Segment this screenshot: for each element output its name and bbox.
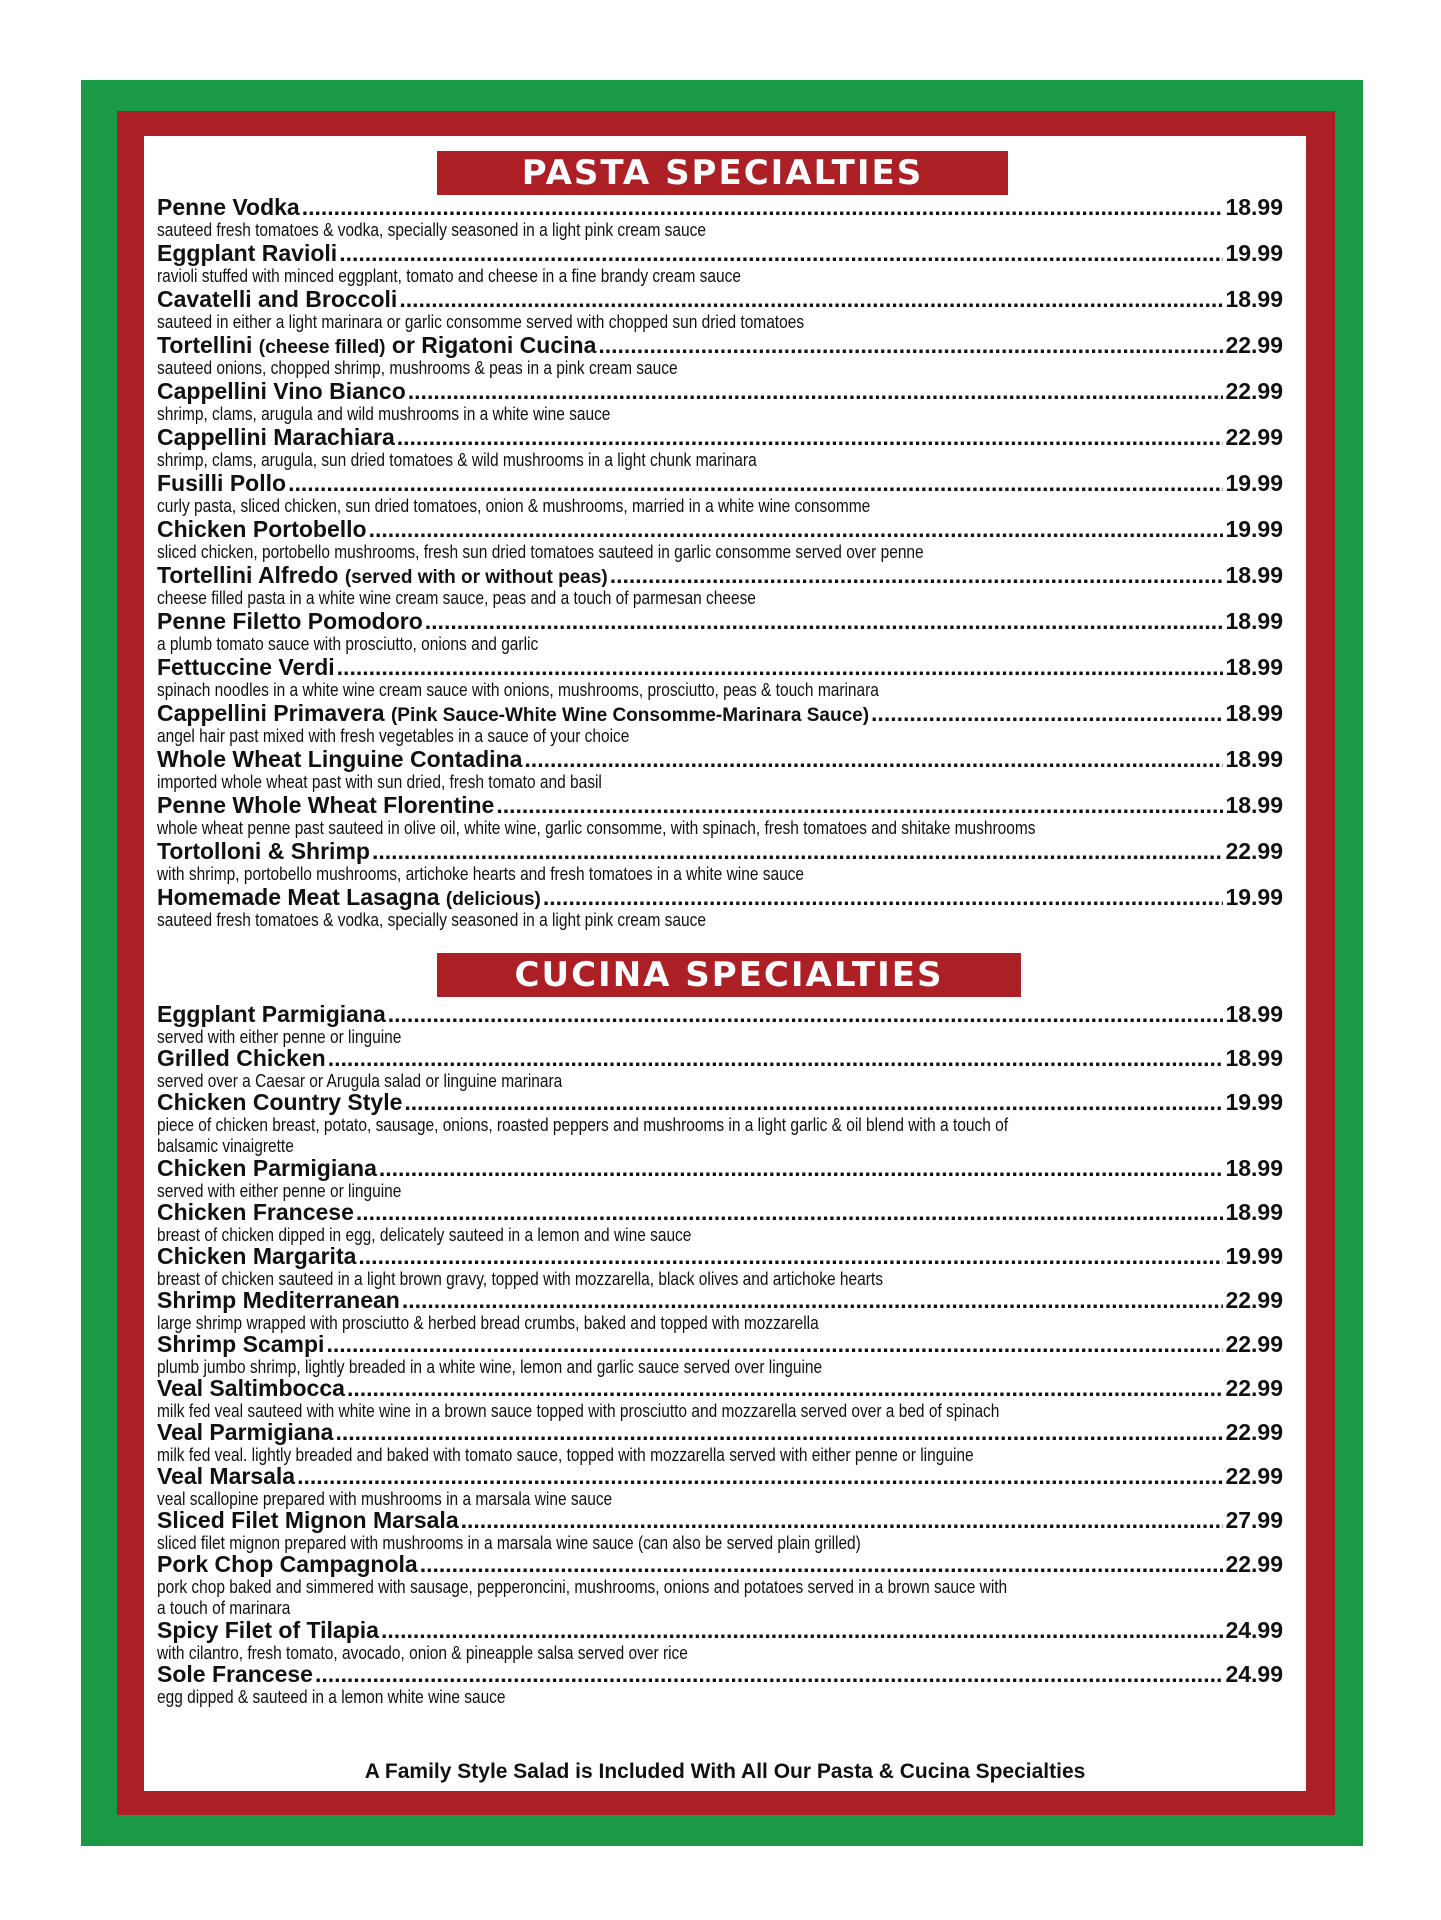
menu-item — [157, 1200, 1283, 1244]
item-name: Penne Filetto Pomodoro — [157, 608, 423, 634]
item-name: Shrimp Mediterranean — [157, 1287, 400, 1313]
item-name: Whole Wheat Linguine Contadina — [157, 746, 523, 772]
item-description: pork chop baked and simmered with sausage, pepperoncini, mushrooms, onions and potatoes served in a brown sauce with a touch of marinara — [157, 1577, 1008, 1618]
menu-item — [157, 1046, 1283, 1090]
cucina-section-title: CUCINA SPECIALTIES — [437, 953, 1021, 997]
dot-leader — [402, 1288, 1224, 1313]
dot-leader — [420, 1552, 1224, 1577]
item-price: 22.99 — [1225, 424, 1283, 450]
item-description: veal scallopine prepared with mushrooms in a marsala wine sauce — [157, 1489, 613, 1509]
item-description: with shrimp, portobello mushrooms, artichoke hearts and fresh tomatoes in a white wine sauce — [157, 864, 805, 884]
item-name: Chicken Country Style — [157, 1089, 403, 1115]
menu-item — [157, 1002, 1283, 1046]
item-name: Eggplant Parmigiana — [157, 1001, 386, 1027]
item-description: spinach noodles in a white wine cream sauce with onions, mushrooms, prosciutto, peas & touch marinara — [157, 680, 879, 700]
footer-note: A Family Style Salad is Included With All Our Pasta & Cucina Specialties — [364, 1760, 1086, 1783]
menu-item — [157, 1618, 1283, 1662]
menu-item — [157, 1552, 1283, 1618]
menu-item — [157, 885, 1283, 931]
item-description: served with either penne or linguine — [157, 1181, 402, 1201]
item-name: Veal Parmigiana — [157, 1419, 334, 1445]
item-description: milk fed veal sauteed with white wine in a brown sauce topped with prosciutto and mozzarella served over a bed of spinach — [157, 1401, 1000, 1421]
item-description: sauteed in either a light marinara or garlic consomme served with chopped sun dried tomatoes — [157, 312, 805, 332]
menu-item — [157, 701, 1283, 747]
item-name: Veal Marsala — [157, 1463, 296, 1489]
item-note: (Pink Sauce-White Wine Consomme-Marinara Sauce) — [390, 705, 870, 726]
item-price: 22.99 — [1225, 1463, 1283, 1489]
dot-leader — [326, 1332, 1223, 1357]
item-name: Cappellini Vino Bianco — [157, 378, 406, 404]
item-description: egg dipped & sauteed in a lemon white wine sauce — [157, 1687, 506, 1707]
item-name: Fusilli Pollo — [157, 470, 287, 496]
item-description: curly pasta, sliced chicken, sun dried tomatoes, onion & mushrooms, married in a white wine consomme — [157, 496, 871, 516]
item-description: piece of chicken breast, potato, sausage, onions, roasted peppers and mushrooms in a light garlic & oil blend with a touch of balsamic vinaigrette — [157, 1115, 1009, 1156]
item-description: served with either penne or linguine — [157, 1027, 402, 1047]
item-description: a plumb tomato sauce with prosciutto, onions and garlic — [157, 634, 539, 654]
menu-item — [157, 1420, 1283, 1464]
dot-leader — [397, 425, 1224, 450]
item-description: sauteed onions, chopped shrimp, mushrooms & peas in a pink cream sauce — [157, 358, 678, 378]
menu-item — [157, 1464, 1283, 1508]
item-price: 22.99 — [1225, 1375, 1283, 1401]
dot-leader — [543, 885, 1224, 910]
dot-leader — [461, 1508, 1224, 1533]
item-name: Eggplant Ravioli — [157, 240, 338, 266]
item-description: sauteed fresh tomatoes & vodka, specially seasoned in a light pink cream sauce — [157, 220, 706, 240]
item-note: (served with or without peas) — [344, 567, 608, 588]
item-price: 19.99 — [1225, 1243, 1283, 1269]
dot-leader — [404, 1090, 1223, 1115]
item-description: ravioli stuffed with minced eggplant, tomato and cheese in a fine brandy cream sauce — [157, 266, 741, 286]
item-name: Grilled Chicken — [157, 1045, 326, 1071]
item-price: 18.99 — [1225, 792, 1283, 818]
item-description: whole wheat penne past sauteed in olive oil, white wine, garlic consomme, with spinach, fresh tomatoes and shitake mushrooms — [157, 818, 1036, 838]
item-price: 19.99 — [1225, 516, 1283, 542]
menu-item — [157, 1508, 1283, 1552]
dot-leader — [358, 1244, 1223, 1269]
menu-item — [157, 425, 1283, 471]
item-price: 18.99 — [1225, 562, 1283, 588]
item-name: Penne Vodka — [157, 194, 300, 220]
item-description: sliced filet mignon prepared with mushrooms in a marsala wine sauce (can also be served plain grilled) — [157, 1533, 861, 1553]
menu-item — [157, 1662, 1283, 1706]
dot-leader — [524, 747, 1223, 772]
dot-leader — [335, 1420, 1223, 1445]
menu-item — [157, 517, 1283, 563]
menu-item — [157, 655, 1283, 701]
dot-leader — [372, 839, 1223, 864]
dot-leader — [337, 655, 1224, 680]
item-price: 22.99 — [1225, 838, 1283, 864]
item-name: Penne Whole Wheat Florentine — [157, 792, 495, 818]
item-price: 18.99 — [1225, 608, 1283, 634]
dot-leader — [347, 1376, 1224, 1401]
item-price: 27.99 — [1225, 1507, 1283, 1533]
item-description: sliced chicken, portobello mushrooms, fresh sun dried tomatoes sauteed in garlic consomme served over penne — [157, 542, 924, 562]
item-name: Veal Saltimbocca — [157, 1375, 345, 1401]
dot-leader — [381, 1618, 1223, 1643]
menu-item — [157, 1244, 1283, 1288]
dot-leader — [328, 1046, 1224, 1071]
dot-leader — [598, 333, 1223, 358]
item-price: 18.99 — [1225, 286, 1283, 312]
item-description: served over a Caesar or Arugula salad or linguine marinara — [157, 1071, 563, 1091]
item-price: 22.99 — [1225, 1287, 1283, 1313]
item-price: 22.99 — [1225, 332, 1283, 358]
menu-item — [157, 1288, 1283, 1332]
item-name: Fettuccine Verdi — [157, 654, 335, 680]
menu-item — [157, 241, 1283, 287]
pasta-section-title: PASTA SPECIALTIES — [437, 151, 1008, 195]
item-price: 24.99 — [1225, 1661, 1283, 1687]
item-price: 22.99 — [1225, 1331, 1283, 1357]
item-description: cheese filled pasta in a white wine cream sauce, peas and a touch of parmesan cheese — [157, 588, 756, 608]
dot-leader — [388, 1002, 1224, 1027]
dot-leader — [408, 379, 1224, 404]
item-description: breast of chicken sauteed in a light brown gravy, topped with mozzarella, black olives and artichoke hearts — [157, 1269, 883, 1289]
item-description: shrimp, clams, arugula and wild mushrooms in a white wine sauce — [157, 404, 611, 424]
item-description: imported whole wheat past with sun dried, fresh tomato and basil — [157, 772, 602, 792]
item-price: 22.99 — [1225, 378, 1283, 404]
item-name: Sliced Filet Mignon Marsala — [157, 1507, 459, 1533]
dot-leader — [610, 563, 1224, 588]
item-price: 19.99 — [1225, 470, 1283, 496]
item-price: 19.99 — [1225, 240, 1283, 266]
item-description: with cilantro, fresh tomato, avocado, onion & pineapple salsa served over rice — [157, 1643, 688, 1663]
item-description: breast of chicken dipped in egg, delicately sauteed in a lemon and wine sauce — [157, 1225, 692, 1245]
dot-leader — [871, 701, 1223, 726]
item-price: 18.99 — [1225, 1155, 1283, 1181]
item-price: 18.99 — [1225, 654, 1283, 680]
menu-item — [157, 1090, 1283, 1156]
menu-item — [157, 333, 1283, 379]
dot-leader — [399, 287, 1223, 312]
menu-item — [157, 793, 1283, 839]
item-price: 18.99 — [1225, 194, 1283, 220]
dot-leader — [379, 1156, 1224, 1181]
item-name: Spicy Filet of Tilapia — [157, 1617, 379, 1643]
dot-leader — [302, 195, 1224, 220]
item-name: Homemade Meat Lasagna (delicious) — [157, 884, 541, 910]
pasta-menu-list — [157, 195, 1283, 931]
item-price: 18.99 — [1225, 700, 1283, 726]
item-name: Chicken Parmigiana — [157, 1155, 377, 1181]
item-name: Cappellini Marachiara — [157, 424, 395, 450]
menu-item — [157, 471, 1283, 517]
item-note: (cheese filled) — [258, 337, 386, 358]
item-name: Tortellini Alfredo (served with or without peas) — [157, 562, 608, 588]
menu-item — [157, 839, 1283, 885]
item-description: milk fed veal. lightly breaded and baked with tomato sauce, topped with mozzarella served with either penne or linguine — [157, 1445, 974, 1465]
dot-leader — [425, 609, 1224, 634]
dot-leader — [315, 1662, 1223, 1687]
item-name: Sole Francese — [157, 1661, 313, 1687]
item-name: Chicken Margarita — [157, 1243, 357, 1269]
menu-item — [157, 1332, 1283, 1376]
menu-item — [157, 379, 1283, 425]
item-name: Chicken Francese — [157, 1199, 354, 1225]
item-name: Tortolloni & Shrimp — [157, 838, 370, 864]
item-description: sauteed fresh tomatoes & vodka, specially seasoned in a light pink cream sauce — [157, 910, 706, 930]
item-price: 22.99 — [1225, 1551, 1283, 1577]
item-description: angel hair past mixed with fresh vegetables in a sauce of your choice — [157, 726, 630, 746]
item-price: 18.99 — [1225, 1045, 1283, 1071]
menu-item — [157, 1156, 1283, 1200]
dot-leader — [297, 1464, 1223, 1489]
item-price: 24.99 — [1225, 1617, 1283, 1643]
item-price: 19.99 — [1225, 884, 1283, 910]
item-price: 18.99 — [1225, 746, 1283, 772]
item-price: 19.99 — [1225, 1089, 1283, 1115]
menu-item — [157, 747, 1283, 793]
menu-item — [157, 195, 1283, 241]
dot-leader — [288, 471, 1223, 496]
item-name: Chicken Portobello — [157, 516, 367, 542]
item-note: (delicious) — [445, 889, 541, 910]
item-name: Tortellini (cheese filled) or Rigatoni Cucina — [157, 332, 597, 358]
item-description: large shrimp wrapped with prosciutto & herbed bread crumbs, baked and topped with mozzarella — [157, 1313, 819, 1333]
item-price: 18.99 — [1225, 1001, 1283, 1027]
cucina-menu-list — [157, 1002, 1283, 1706]
menu-item — [157, 1376, 1283, 1420]
item-description: shrimp, clams, arugula, sun dried tomatoes & wild mushrooms in a light chunk marinara — [157, 450, 757, 470]
item-price: 18.99 — [1225, 1199, 1283, 1225]
dot-leader — [339, 241, 1223, 266]
dot-leader — [369, 517, 1224, 542]
item-description: plumb jumbo shrimp, lightly breaded in a white wine, lemon and garlic sauce served over linguine — [157, 1357, 823, 1377]
item-name: Shrimp Scampi — [157, 1331, 325, 1357]
menu-item — [157, 287, 1283, 333]
item-price: 22.99 — [1225, 1419, 1283, 1445]
item-name: Cavatelli and Broccoli — [157, 286, 398, 312]
item-name: Cappellini Primavera (Pink Sauce-White Wine Consomme-Marinara Sauce) — [157, 700, 870, 726]
menu-item — [157, 563, 1283, 609]
menu-item — [157, 609, 1283, 655]
dot-leader — [356, 1200, 1224, 1225]
dot-leader — [496, 793, 1223, 818]
item-name: Pork Chop Campagnola — [157, 1551, 418, 1577]
